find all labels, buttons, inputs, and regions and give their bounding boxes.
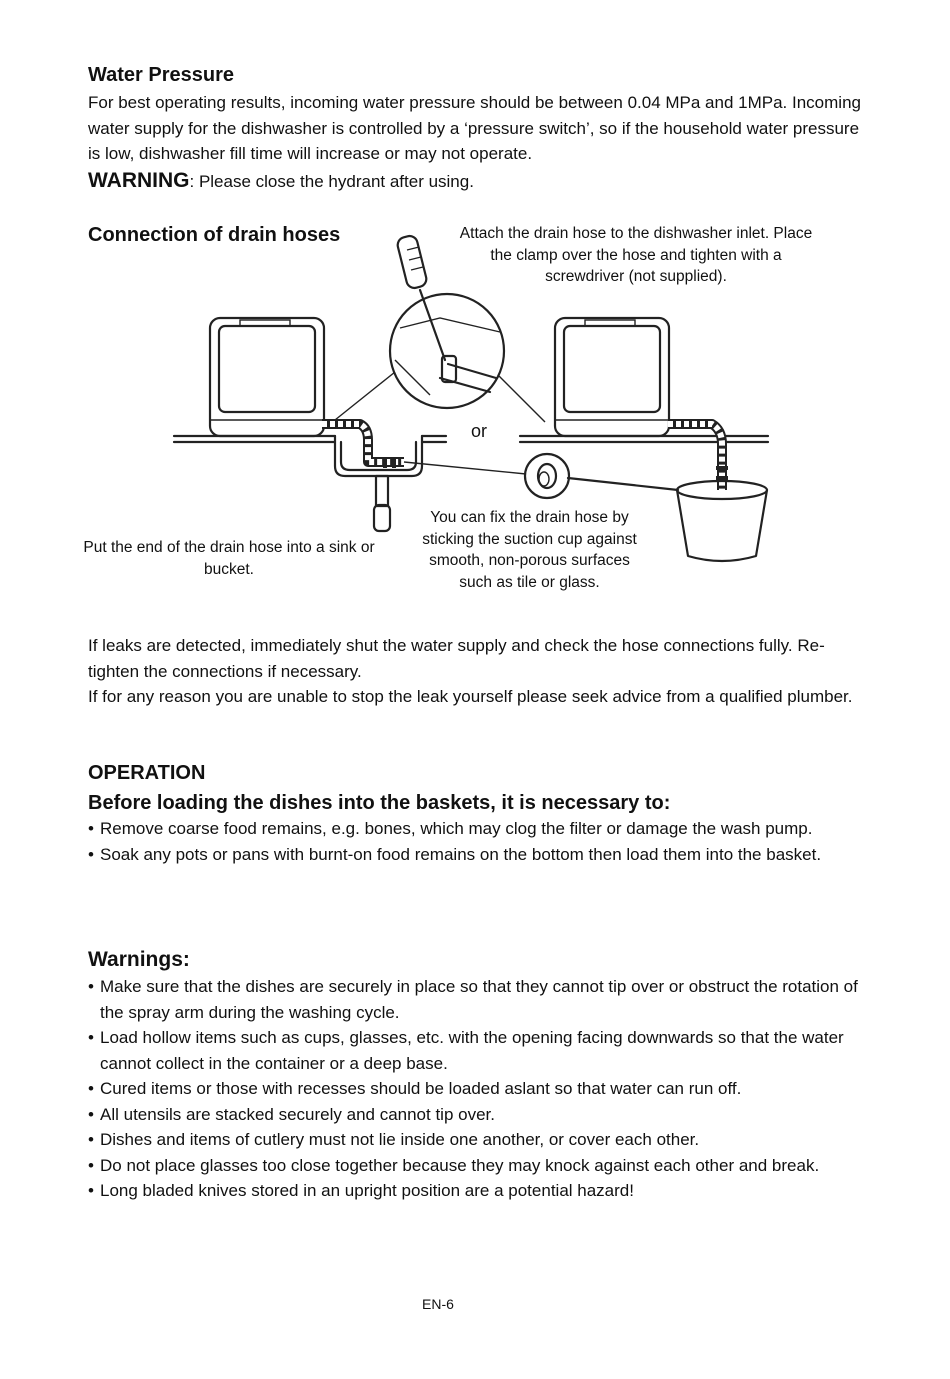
list-item: • Cured items or those with recesses should be loaded aslant so that water can run off. bbox=[88, 1076, 858, 1102]
warnings-title: Warnings: bbox=[88, 948, 190, 971]
sink-basin bbox=[335, 436, 422, 531]
bucket bbox=[677, 481, 767, 561]
warnings-section bbox=[88, 947, 858, 1204]
list-item: • Dishes and items of cutlery must not lie inside one another, or cover each other. bbox=[88, 1127, 858, 1153]
list-item: • Long bladed knives stored in an upright position are a potential hazard! bbox=[88, 1178, 858, 1204]
list-item: • Do not place glasses too close together because they may knock against each other and break. bbox=[88, 1153, 858, 1179]
leaks-section bbox=[88, 633, 858, 710]
operation-title: OPERATION bbox=[88, 762, 206, 784]
warning-label: WARNING bbox=[88, 168, 190, 192]
list-item: • Soak any pots or pans with burnt-on food remains on the bottom then load them into the basket. bbox=[88, 842, 858, 868]
list-item: • All utensils are stacked securely and cannot tip over. bbox=[88, 1102, 858, 1128]
water-pressure-title: Water Pressure bbox=[88, 64, 234, 86]
drain-caption-top: Attach the drain hose to the dishwasher inlet. Place the clamp over the hose and tighten with a screwdriver (not supplied). bbox=[459, 225, 813, 285]
drain-caption-right: You can fix the drain hose by sticking the suction cup against smooth, non-porous surfaces such as tile or glass. bbox=[422, 509, 637, 591]
leaks-paragraph-2: If for any reason you are unable to stop the leak yourself please seek advice from a qualified plumber. bbox=[88, 687, 853, 706]
screwdriver-icon bbox=[396, 234, 445, 360]
or-label: or bbox=[471, 421, 488, 441]
operation-subtitle: Before loading the dishes into the baskets, it is necessary to: bbox=[88, 792, 671, 814]
list-item: • Make sure that the dishes are securely in place so that they cannot tip over or obstruct the rotation of the spray arm during the washing cycle. bbox=[88, 974, 858, 1025]
operation-list bbox=[88, 816, 858, 867]
water-pressure-body: For best operating results, incoming water pressure should be between 0.04 MPa and 1MPa. Incoming water supply for the dishwasher is controlled by a ‘pressure switch’, so if the household water pressure is low, dishwasher fill time will increase or may not operate. bbox=[88, 93, 861, 163]
list-item: • Load hollow items such as cups, glasses, etc. with the opening facing downwards so that the water cannot collect in the container or a deep base. bbox=[88, 1025, 858, 1076]
dishwasher-left bbox=[210, 318, 324, 436]
drain-title: Connection of drain hoses bbox=[88, 224, 341, 246]
detail-magnifier bbox=[335, 294, 545, 422]
warnings-list bbox=[88, 974, 858, 1204]
page-number: EN-6 bbox=[422, 1296, 454, 1312]
drain-caption-left: Put the end of the drain hose into a sink or bucket. bbox=[83, 539, 375, 578]
dishwasher-right bbox=[555, 318, 669, 436]
warning-text: : Please close the hydrant after using. bbox=[189, 171, 474, 191]
list-item: • Remove coarse food remains, e.g. bones, which may clog the filter or damage the wash pump. bbox=[88, 816, 858, 842]
suction-cup-icon bbox=[404, 454, 678, 498]
leaks-paragraph-1: If leaks are detected, immediately shut the water supply and check the hose connections fully. Re-tighten the connections if necessary. bbox=[88, 636, 825, 681]
operation-section bbox=[88, 760, 858, 867]
counter-right bbox=[520, 436, 768, 442]
